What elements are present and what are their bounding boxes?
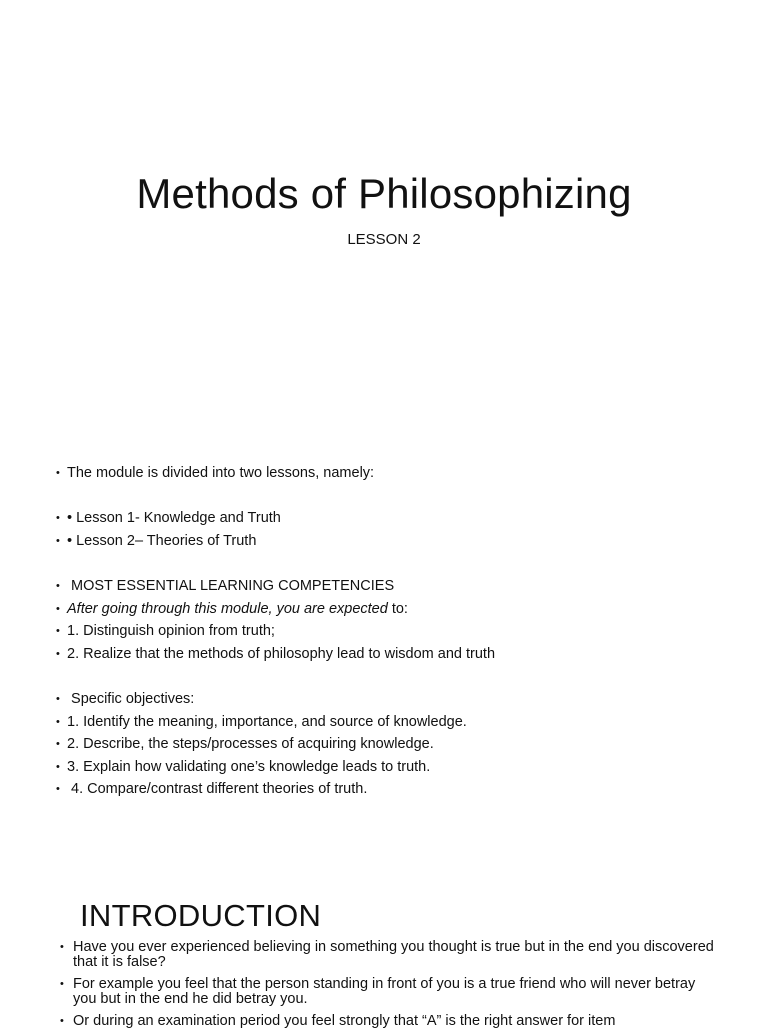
intro-item-3: • Or during an examination period you feel strongly that “A” is the right answer for item	[60, 1014, 720, 1029]
overview-slide	[0, 440, 768, 880]
title-slide	[0, 0, 768, 440]
introduction-slide	[0, 880, 768, 1029]
module-intro-item: • The module is divided into two lessons, namely:	[56, 462, 736, 485]
objective-item-3: • 3. Explain how validating one’s knowledge leads to truth.	[56, 756, 736, 779]
objective-item-1: • 1. Identify the meaning, importance, and source of knowledge.	[56, 711, 736, 734]
expectation-tail-text: to:	[387, 600, 408, 617]
competency-item-1: • 1. Distinguish opinion from truth;	[56, 620, 736, 643]
introduction-heading: INTRODUCTION	[80, 898, 322, 933]
slide-title: Methods of Philosophizing	[136, 170, 632, 217]
lesson-2-item: • • Lesson 2– Theories of Truth	[56, 530, 736, 553]
intro-item-1: • Have you ever experienced believing in something you thought is true but in the end you discovered that it is false?	[60, 940, 720, 970]
expectation-italic-text: After going through this module, you are expected	[67, 600, 388, 617]
slide-subtitle: LESSON 2	[347, 231, 421, 248]
list-spacer	[56, 485, 736, 508]
objective-item-4: • 4. Compare/contrast different theories of truth.	[56, 778, 736, 801]
objectives-heading: • Specific objectives:	[56, 688, 736, 711]
lesson-1-item: • • Lesson 1- Knowledge and Truth	[56, 507, 736, 530]
introduction-bullet-list	[60, 940, 720, 1036]
list-spacer	[56, 665, 736, 688]
competency-item-2: • 2. Realize that the methods of philosophy lead to wisdom and truth	[56, 643, 736, 666]
competencies-heading: • MOST ESSENTIAL LEARNING COMPETENCIES	[56, 575, 736, 598]
list-spacer	[56, 552, 736, 575]
expectation-item	[56, 598, 736, 621]
intro-item-2: • For example you feel that the person standing in front of you is a true friend who will never betray you but in the end he did betray you.	[60, 977, 720, 1007]
objective-item-2: • 2. Describe, the steps/processes of acquiring knowledge.	[56, 733, 736, 756]
overview-bullet-list	[56, 462, 736, 801]
